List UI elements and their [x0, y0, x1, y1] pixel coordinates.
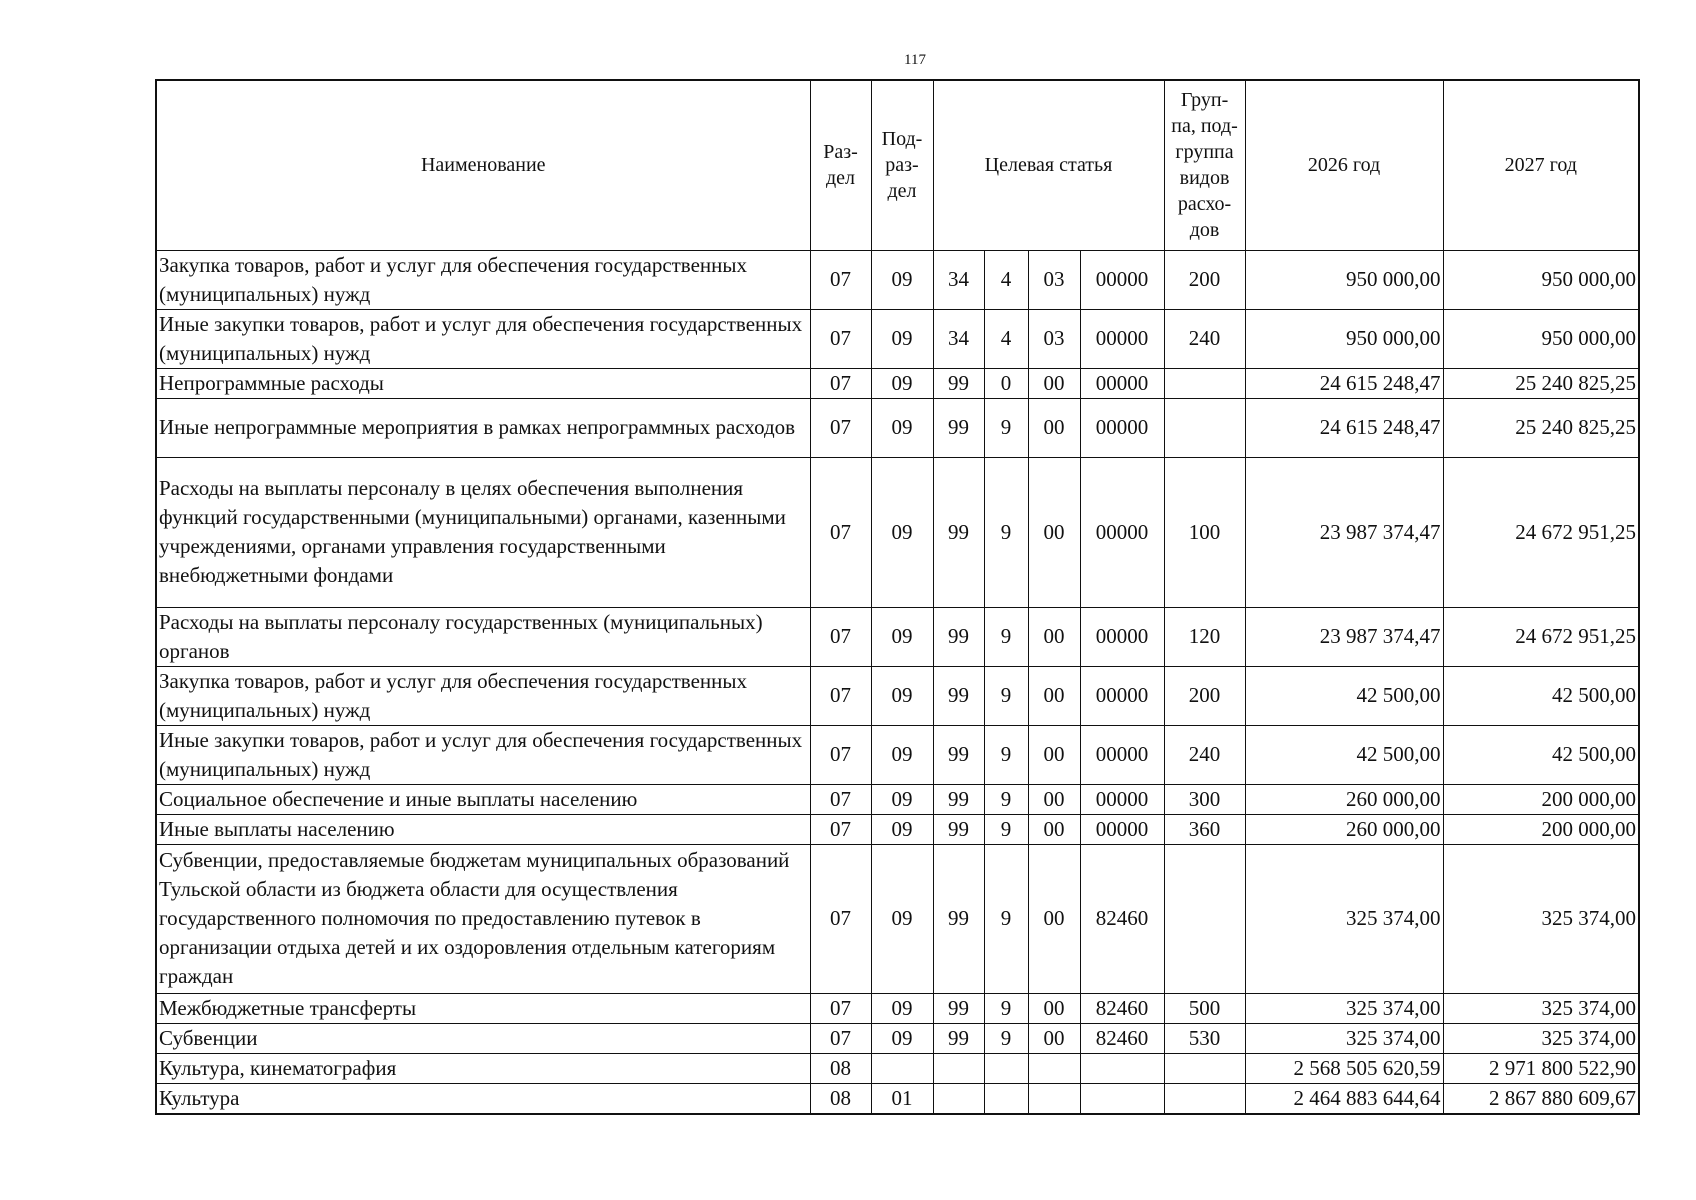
- row-target-type: 0: [984, 368, 1028, 398]
- row-target-type: [984, 1083, 1028, 1114]
- row-amount-2026: 950 000,00: [1245, 250, 1443, 309]
- row-target-direction: 82460: [1080, 993, 1164, 1023]
- row-name: Иные непрограммные мероприятия в рамках непрограммных расходов: [156, 398, 810, 457]
- row-section: 07: [810, 398, 871, 457]
- row-target-subprogram: 00: [1028, 666, 1080, 725]
- row-subsection: 09: [871, 666, 933, 725]
- row-target-program: 99: [933, 844, 984, 993]
- row-amount-2027: 200 000,00: [1443, 784, 1639, 814]
- row-target-direction: 00000: [1080, 784, 1164, 814]
- row-amount-2027: 24 672 951,25: [1443, 457, 1639, 607]
- row-target-type: 4: [984, 250, 1028, 309]
- row-target-direction: 00000: [1080, 457, 1164, 607]
- row-target-type: 9: [984, 784, 1028, 814]
- row-amount-2027: 42 500,00: [1443, 725, 1639, 784]
- row-target-subprogram: 00: [1028, 725, 1080, 784]
- row-target-program: 34: [933, 309, 984, 368]
- row-subsection: [871, 1053, 933, 1083]
- row-subsection: 09: [871, 457, 933, 607]
- row-expense-group: 200: [1164, 250, 1245, 309]
- row-target-type: 9: [984, 725, 1028, 784]
- row-target-program: 34: [933, 250, 984, 309]
- row-target-subprogram: 00: [1028, 368, 1080, 398]
- row-amount-2027: 25 240 825,25: [1443, 398, 1639, 457]
- row-target-program: 99: [933, 784, 984, 814]
- row-section: 07: [810, 457, 871, 607]
- table-row: [156, 666, 1639, 725]
- row-amount-2027: 2 867 880 609,67: [1443, 1083, 1639, 1114]
- row-amount-2026: 325 374,00: [1245, 1023, 1443, 1053]
- row-name: Иные выплаты населению: [156, 814, 810, 844]
- row-subsection: 09: [871, 725, 933, 784]
- row-name: Расходы на выплаты персоналу государственных (муниципальных) органов: [156, 607, 810, 666]
- row-target-direction: 00000: [1080, 398, 1164, 457]
- row-target-program: 99: [933, 993, 984, 1023]
- header-name: Наименование: [156, 80, 810, 250]
- table-row: [156, 457, 1639, 607]
- row-expense-group: [1164, 1083, 1245, 1114]
- row-target-direction: 82460: [1080, 844, 1164, 993]
- table-row: [156, 1083, 1639, 1114]
- row-target-subprogram: [1028, 1053, 1080, 1083]
- row-amount-2026: 42 500,00: [1245, 725, 1443, 784]
- table-row: [156, 784, 1639, 814]
- table-row: [156, 250, 1639, 309]
- row-target-direction: 00000: [1080, 725, 1164, 784]
- row-subsection: 09: [871, 250, 933, 309]
- row-name: Иные закупки товаров, работ и услуг для обеспечения государственных (муниципальных) нужд: [156, 309, 810, 368]
- row-target-program: 99: [933, 368, 984, 398]
- row-amount-2027: 325 374,00: [1443, 993, 1639, 1023]
- row-target-subprogram: 00: [1028, 1023, 1080, 1053]
- table-row: [156, 398, 1639, 457]
- header-section: Раз- дел: [810, 80, 871, 250]
- row-section: 08: [810, 1053, 871, 1083]
- row-name: Закупка товаров, работ и услуг для обеспечения государственных (муниципальных) нужд: [156, 250, 810, 309]
- row-target-direction: 00000: [1080, 607, 1164, 666]
- row-target-direction: [1080, 1053, 1164, 1083]
- row-target-direction: 00000: [1080, 814, 1164, 844]
- row-target-type: 9: [984, 457, 1028, 607]
- row-target-subprogram: 03: [1028, 309, 1080, 368]
- row-section: 07: [810, 1023, 871, 1053]
- row-target-type: 9: [984, 607, 1028, 666]
- row-amount-2027: 950 000,00: [1443, 250, 1639, 309]
- row-target-direction: 00000: [1080, 309, 1164, 368]
- table-row: [156, 309, 1639, 368]
- row-subsection: 09: [871, 814, 933, 844]
- row-target-subprogram: 00: [1028, 398, 1080, 457]
- row-target-type: 9: [984, 1023, 1028, 1053]
- table-row: [156, 725, 1639, 784]
- row-subsection: 09: [871, 309, 933, 368]
- table-row: [156, 814, 1639, 844]
- row-target-type: 9: [984, 814, 1028, 844]
- table-row: [156, 607, 1639, 666]
- row-target-subprogram: 00: [1028, 844, 1080, 993]
- row-name: Социальное обеспечение и иные выплаты населению: [156, 784, 810, 814]
- row-expense-group: 120: [1164, 607, 1245, 666]
- header-year-2026: 2026 год: [1245, 80, 1443, 250]
- row-section: 07: [810, 607, 871, 666]
- row-target-program: 99: [933, 814, 984, 844]
- row-section: 07: [810, 844, 871, 993]
- row-expense-group: 240: [1164, 725, 1245, 784]
- row-section: 08: [810, 1083, 871, 1114]
- row-amount-2026: 2 568 505 620,59: [1245, 1053, 1443, 1083]
- row-name: Непрограммные расходы: [156, 368, 810, 398]
- row-amount-2027: 24 672 951,25: [1443, 607, 1639, 666]
- row-section: 07: [810, 725, 871, 784]
- row-expense-group: 360: [1164, 814, 1245, 844]
- row-amount-2027: 25 240 825,25: [1443, 368, 1639, 398]
- row-amount-2026: 325 374,00: [1245, 993, 1443, 1023]
- row-subsection: 09: [871, 607, 933, 666]
- row-amount-2026: 950 000,00: [1245, 309, 1443, 368]
- row-target-program: 99: [933, 725, 984, 784]
- row-expense-group: 530: [1164, 1023, 1245, 1053]
- row-section: 07: [810, 309, 871, 368]
- row-name: Межбюджетные трансферты: [156, 993, 810, 1023]
- row-subsection: 09: [871, 1023, 933, 1053]
- row-name: Закупка товаров, работ и услуг для обеспечения государственных (муниципальных) нужд: [156, 666, 810, 725]
- row-amount-2027: 200 000,00: [1443, 814, 1639, 844]
- row-amount-2026: 24 615 248,47: [1245, 398, 1443, 457]
- row-expense-group: [1164, 398, 1245, 457]
- row-target-type: 9: [984, 398, 1028, 457]
- row-expense-group: [1164, 844, 1245, 993]
- row-name: Иные закупки товаров, работ и услуг для обеспечения государственных (муниципальных) нужд: [156, 725, 810, 784]
- row-target-direction: 00000: [1080, 666, 1164, 725]
- row-amount-2026: 23 987 374,47: [1245, 457, 1443, 607]
- row-target-direction: 00000: [1080, 368, 1164, 398]
- row-target-program: 99: [933, 666, 984, 725]
- row-name: Культура: [156, 1083, 810, 1114]
- row-target-type: 9: [984, 666, 1028, 725]
- row-expense-group: 100: [1164, 457, 1245, 607]
- header-year-2027: 2027 год: [1443, 80, 1639, 250]
- row-name: Субвенции, предоставляемые бюджетам муниципальных образований Тульской области из бюджета области для осуществления государственного полномочия по предоставлению путевок в организации отдыха детей и их оздоровления отдельным категориям граждан: [156, 844, 810, 993]
- row-target-subprogram: 00: [1028, 814, 1080, 844]
- row-name: Субвенции: [156, 1023, 810, 1053]
- table-row: [156, 1023, 1639, 1053]
- row-amount-2027: 950 000,00: [1443, 309, 1639, 368]
- row-target-subprogram: 00: [1028, 457, 1080, 607]
- row-section: 07: [810, 250, 871, 309]
- row-section: 07: [810, 666, 871, 725]
- row-target-direction: [1080, 1083, 1164, 1114]
- row-target-subprogram: 00: [1028, 993, 1080, 1023]
- row-subsection: 09: [871, 398, 933, 457]
- row-subsection: 09: [871, 993, 933, 1023]
- row-target-program: [933, 1083, 984, 1114]
- row-amount-2026: 24 615 248,47: [1245, 368, 1443, 398]
- table-row: [156, 1053, 1639, 1083]
- row-amount-2026: 260 000,00: [1245, 784, 1443, 814]
- row-target-direction: 00000: [1080, 250, 1164, 309]
- row-amount-2026: 260 000,00: [1245, 814, 1443, 844]
- row-section: 07: [810, 814, 871, 844]
- row-target-program: 99: [933, 607, 984, 666]
- row-amount-2027: 325 374,00: [1443, 1023, 1639, 1053]
- row-name: Расходы на выплаты персоналу в целях обеспечения выполнения функций государственными (муниципальными) органами, казенными учреждениями, органами управления государственными внебюджетными фондами: [156, 457, 810, 607]
- row-target-direction: 82460: [1080, 1023, 1164, 1053]
- table-row: [156, 368, 1639, 398]
- row-subsection: 01: [871, 1083, 933, 1114]
- row-target-type: 9: [984, 844, 1028, 993]
- row-target-type: 9: [984, 993, 1028, 1023]
- row-expense-group: 200: [1164, 666, 1245, 725]
- row-target-subprogram: [1028, 1083, 1080, 1114]
- row-target-type: [984, 1053, 1028, 1083]
- row-target-program: 99: [933, 1023, 984, 1053]
- row-target-subprogram: 00: [1028, 784, 1080, 814]
- row-amount-2026: 2 464 883 644,64: [1245, 1083, 1443, 1114]
- row-amount-2027: 325 374,00: [1443, 844, 1639, 993]
- row-amount-2027: 42 500,00: [1443, 666, 1639, 725]
- row-section: 07: [810, 993, 871, 1023]
- row-subsection: 09: [871, 784, 933, 814]
- header-subsection: Под- раз- дел: [871, 80, 933, 250]
- row-target-subprogram: 00: [1028, 607, 1080, 666]
- header-target-article: Целевая статья: [933, 80, 1164, 250]
- row-target-program: [933, 1053, 984, 1083]
- row-section: 07: [810, 368, 871, 398]
- row-subsection: 09: [871, 844, 933, 993]
- row-subsection: 09: [871, 368, 933, 398]
- row-amount-2026: 23 987 374,47: [1245, 607, 1443, 666]
- row-target-subprogram: 03: [1028, 250, 1080, 309]
- row-expense-group: 240: [1164, 309, 1245, 368]
- row-amount-2027: 2 971 800 522,90: [1443, 1053, 1639, 1083]
- page-number: 117: [904, 52, 926, 68]
- row-amount-2026: 325 374,00: [1245, 844, 1443, 993]
- row-target-program: 99: [933, 398, 984, 457]
- row-expense-group: [1164, 1053, 1245, 1083]
- row-expense-group: [1164, 368, 1245, 398]
- row-expense-group: 500: [1164, 993, 1245, 1023]
- row-target-program: 99: [933, 457, 984, 607]
- budget-table: [155, 79, 1640, 1115]
- row-section: 07: [810, 784, 871, 814]
- header-row: [156, 80, 1639, 250]
- row-name: Культура, кинематография: [156, 1053, 810, 1083]
- row-expense-group: 300: [1164, 784, 1245, 814]
- row-amount-2026: 42 500,00: [1245, 666, 1443, 725]
- row-target-type: 4: [984, 309, 1028, 368]
- table-row: [156, 844, 1639, 993]
- header-expense-group: Груп- па, под- группа видов расхо- дов: [1164, 80, 1245, 250]
- table-row: [156, 993, 1639, 1023]
